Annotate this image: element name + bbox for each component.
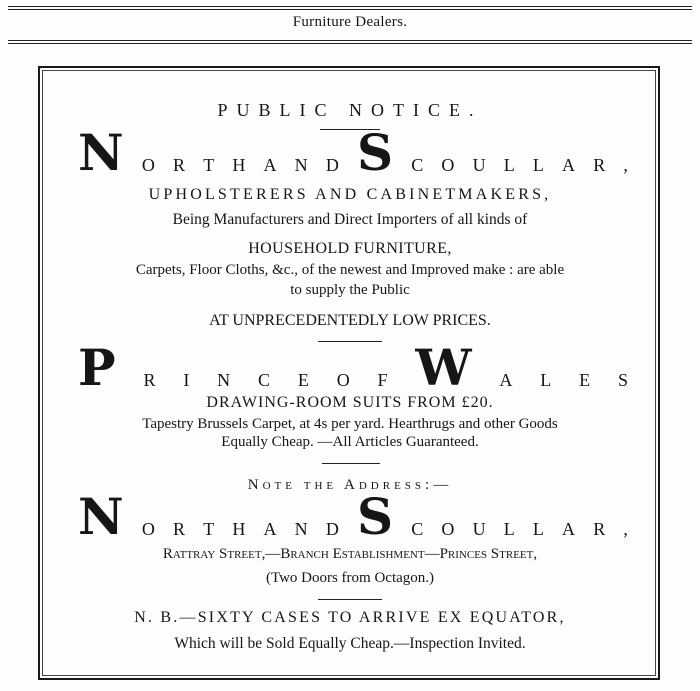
firm-letter: H bbox=[232, 519, 246, 539]
firm-initial-n: N bbox=[78, 487, 124, 546]
section-header-title: Furniture Dealers. bbox=[292, 14, 408, 30]
prince-initial-p: P bbox=[78, 338, 116, 397]
firm-initial-s: S bbox=[356, 487, 394, 546]
firm-letter: A bbox=[263, 519, 277, 539]
prince-letter: F bbox=[377, 370, 388, 390]
tapestry-line-1: Tapestry Brussels Carpet, at 4s per yard. Hearthrugs and other Goods bbox=[142, 416, 558, 432]
firm-initial-s: S bbox=[356, 123, 394, 182]
nb-line: N. B.—SIXTY CASES TO ARRIVE EX EQUATOR, bbox=[134, 609, 566, 626]
firm-letter: U bbox=[472, 155, 486, 175]
firm-letter: A bbox=[562, 155, 576, 175]
firm-letter: C bbox=[411, 519, 424, 539]
divider-rule bbox=[318, 599, 382, 600]
prince-initial-w: W bbox=[415, 338, 472, 397]
firm-name-line bbox=[78, 123, 628, 182]
firm-letter: O bbox=[441, 519, 455, 539]
note-address-line: Note the Address:— bbox=[247, 477, 453, 493]
divider-rule bbox=[318, 341, 382, 342]
top-rule-thin bbox=[8, 9, 692, 10]
firm-letter: N bbox=[294, 155, 308, 175]
firm-letter: T bbox=[203, 519, 215, 539]
prince-letter: R bbox=[143, 370, 156, 390]
firm-letter: H bbox=[232, 155, 246, 175]
firm-letter: U bbox=[472, 519, 486, 539]
divider-rule bbox=[322, 463, 380, 464]
tapestry-line-2: Equally Cheap. —All Articles Guaranteed. bbox=[221, 434, 479, 450]
header-bottom-rule bbox=[8, 40, 692, 41]
firm-letter: A bbox=[263, 155, 277, 175]
prince-letter: C bbox=[258, 370, 271, 390]
firm-name-line-repeat bbox=[78, 487, 628, 546]
firm-letter: A bbox=[562, 519, 576, 539]
prince-letter: E bbox=[297, 370, 309, 390]
firm-letter: N bbox=[294, 519, 308, 539]
firm-letter: R bbox=[593, 155, 606, 175]
prince-letter: S bbox=[617, 370, 628, 390]
carpets-line-2: to supply the Public bbox=[290, 282, 410, 298]
firm-letter: C bbox=[411, 155, 424, 175]
address-line-2: (Two Doors from Octagon.) bbox=[265, 570, 435, 586]
prince-letter: I bbox=[183, 370, 190, 390]
prince-letter: E bbox=[579, 370, 591, 390]
firm-letter: , bbox=[623, 519, 628, 539]
carpets-line-1: Carpets, Floor Cloths, &c., of the newest and Improved make : are able bbox=[135, 262, 565, 278]
inspection-line: Which will be Sold Equally Cheap.—Inspection Invited. bbox=[174, 635, 526, 652]
firm-initial-n: N bbox=[78, 123, 124, 182]
firm-letter: D bbox=[325, 155, 339, 175]
firm-letter: R bbox=[173, 519, 186, 539]
firm-letter: O bbox=[441, 155, 455, 175]
household-furniture-line: HOUSEHOLD FURNITURE, bbox=[248, 240, 452, 257]
top-rule bbox=[8, 6, 692, 7]
header-bottom-rule-thin bbox=[8, 43, 692, 44]
firm-letter: L bbox=[532, 155, 544, 175]
firm-letter: L bbox=[532, 519, 544, 539]
address-line-1: Rattray Street,—Branch Establishment—Princes Street, bbox=[162, 546, 538, 562]
firm-letter: L bbox=[503, 519, 515, 539]
prince-letter: L bbox=[540, 370, 552, 390]
firm-letter: R bbox=[593, 519, 606, 539]
firm-letter: T bbox=[203, 155, 215, 175]
prince-letter: N bbox=[217, 370, 231, 390]
firm-letter: R bbox=[173, 155, 186, 175]
drawing-room-line: DRAWING-ROOM SUITS FROM £20. bbox=[206, 394, 494, 411]
firm-letter: , bbox=[623, 155, 628, 175]
low-prices-line: AT UNPRECEDENTEDLY LOW PRICES. bbox=[209, 312, 491, 329]
public-notice-heading: PUBLIC NOTICE. bbox=[217, 100, 483, 120]
prince-letter: O bbox=[336, 370, 350, 390]
prince-letter: A bbox=[499, 370, 513, 390]
trade-line: UPHOLSTERERS AND CABINETMAKERS, bbox=[148, 186, 552, 203]
firm-letter: D bbox=[325, 519, 339, 539]
firm-letter: O bbox=[141, 519, 155, 539]
firm-letter: L bbox=[503, 155, 515, 175]
firm-letter: O bbox=[141, 155, 155, 175]
prince-of-wales-line bbox=[78, 338, 628, 397]
manufacturers-line: Being Manufacturers and Direct Importers of all kinds of bbox=[172, 211, 528, 228]
